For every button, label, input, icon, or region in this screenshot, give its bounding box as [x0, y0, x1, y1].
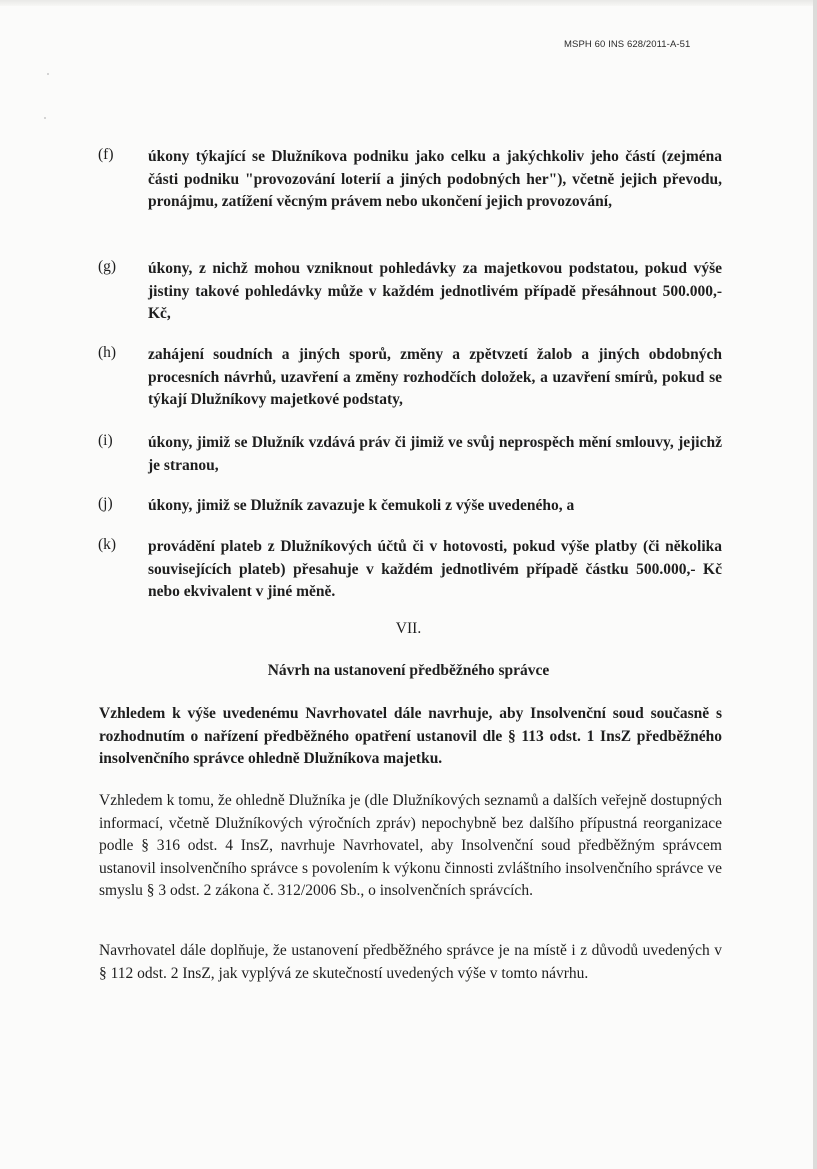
list-item-text: úkony, z nichž mohou vzniknout pohledávky za majetkovou podstatou, pokud výše jistiny takové pohledávky může v každém jednotlivém případě přesáhnout 500.000,- Kč,	[148, 260, 722, 322]
list-item-label: (i)	[98, 432, 113, 449]
paragraph-addendum: Navrhovatel dále doplňuje, že ustanovení předběžného správce je na místě i z důvodů uvedených v § 112 odst. 2 InsZ, jak vyplývá ze skutečností uvedených výše v tomto návrhu.	[99, 942, 722, 982]
list-item-text: zahájení soudních a jiných sporů, změny a zpětvzetí žalob a jiných obdobných procesních návrhů, uzavření a změny rozhodčích doložek, a uzavření smírů, pokud se týkají Dlužníkovy majetkové podstaty,	[148, 346, 722, 408]
document-reference: MSPH 60 INS 628/2011-A-51	[564, 39, 691, 50]
list-item-label: (g)	[98, 258, 117, 275]
list-item-text: úkony, jimiž se Dlužník zavazuje k čemukoli z výše uvedeného, a	[148, 497, 575, 514]
scan-speck	[44, 117, 46, 119]
section-title: Návrh na ustanovení předběžného správce	[267, 662, 550, 679]
list-item-label: (k)	[98, 536, 117, 553]
list-item-text: provádění plateb z Dlužníkových účtů či v hotovosti, pokud výše platby (či několika souvisejících plateb) přesahuje v každém jednotlivém případě částku 500.000,- Kč nebo ekvivalent v jiné měně.	[148, 538, 722, 600]
paragraph-proposal: Vzhledem k výše uvedenému Navrhovatel dále navrhuje, aby Insolvenční soud současně s rozhodnutím o nařízení předběžného opatření ustanovil dle § 113 odst. 1 InsZ předběžného insolvenčního správce ohledně Dlužníkova majetku.	[99, 705, 722, 767]
paragraph-reasoning: Vzhledem k tomu, že ohledně Dlužníka je (dle Dlužníkových seznamů a dalších veřejně dostupných informací, včetně Dlužníkových výročních zpráv) nepochybně bez dalšího přípustná reorganizace podle § 316 odst. 4 InsZ, navrhuje Navrhovatel, aby Insolvenční soud předběžným správcem ustanovil insolvenčního správce s povolením k výkonu činnosti zvláštního insolvenčního správce ve smyslu § 3 odst. 2 zákona č. 312/2006 Sb., o insolvenčních správcích.	[99, 792, 722, 899]
scan-edge-right	[813, 0, 817, 1169]
list-item-text: úkony týkající se Dlužníkova podniku jako celku a jakýchkoliv jeho částí (zejména části podniku "provozování loterií a jiných podobných her"), včetně jejich převodu, pronájmu, zatížení věcným právem nebo ukončení jejich provozování,	[148, 148, 722, 210]
list-item-label: (f)	[98, 146, 114, 163]
list-item-label: (j)	[98, 495, 113, 512]
scan-edge-top	[0, 0, 817, 6]
list-item-label: (h)	[98, 344, 117, 361]
scan-speck	[47, 73, 49, 75]
section-number: VII.	[395, 620, 422, 637]
list-item-text: úkony, jimiž se Dlužník vzdává práv či jimiž ve svůj neprospěch mění smlouvy, jejichž je stranou,	[148, 434, 722, 474]
